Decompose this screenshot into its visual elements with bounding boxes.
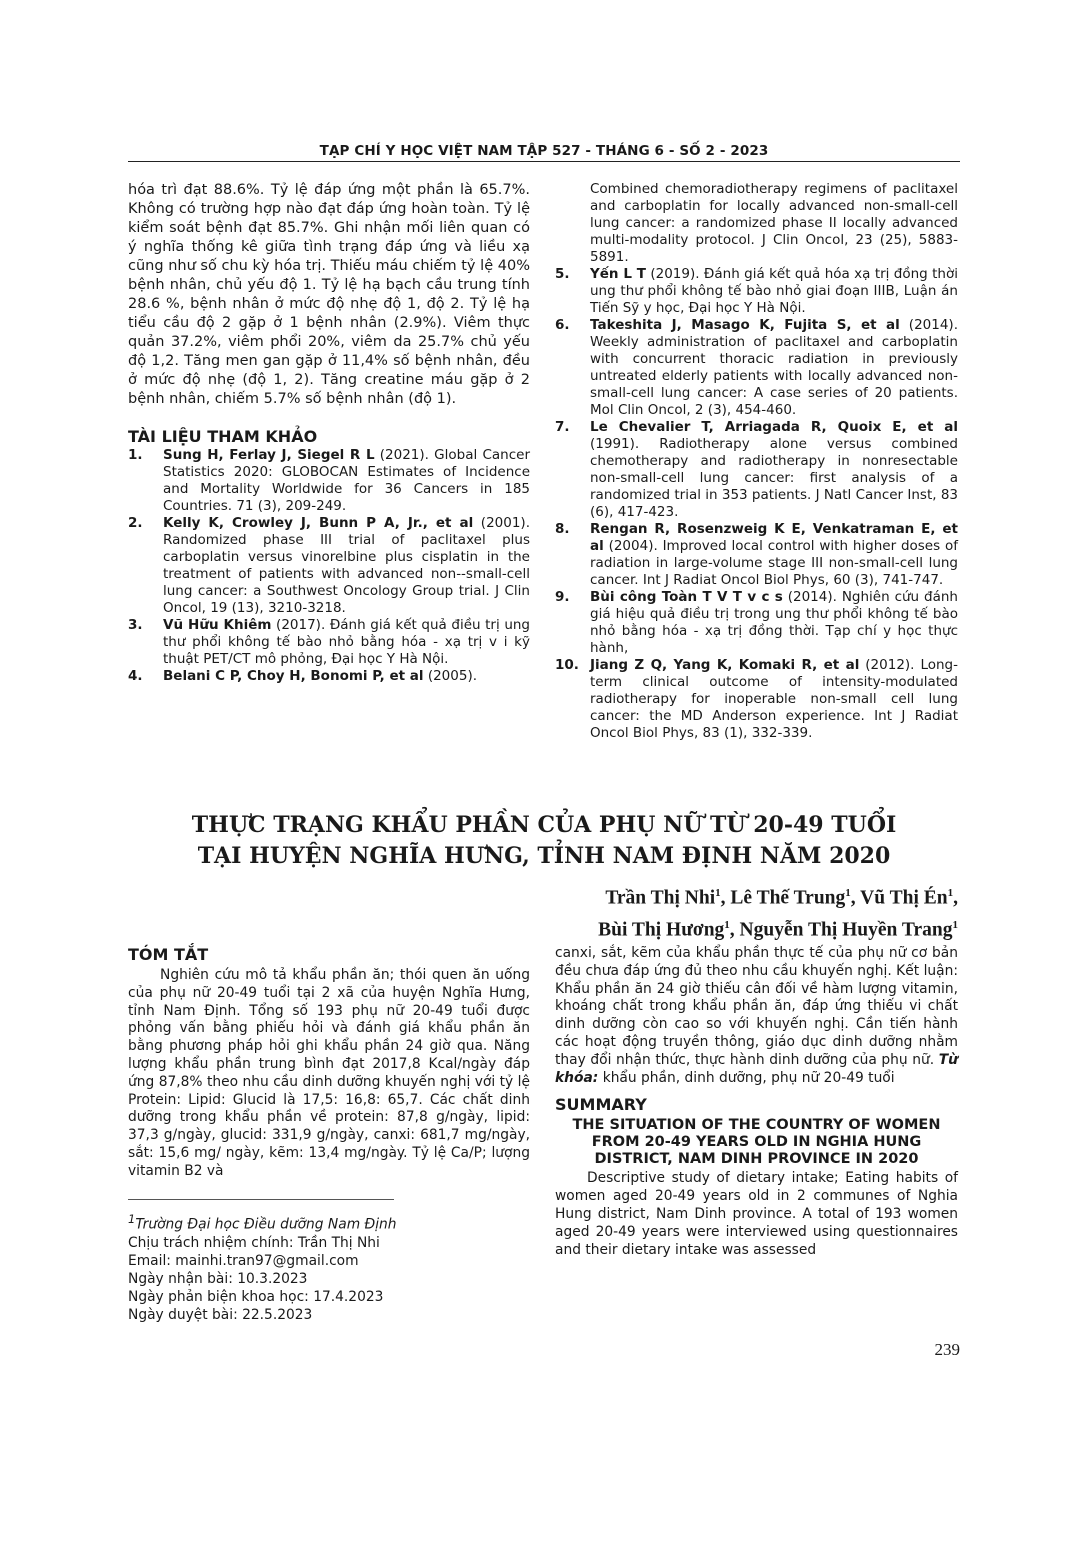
reference-number: 8. <box>555 521 570 537</box>
author-name: Lê Thế Trung <box>730 887 846 909</box>
reference-authors: Le Chevalier T, Arriagada R, Quoix E, et al <box>590 419 958 435</box>
author-affiliation: 1 <box>845 887 851 899</box>
reference-text: (2017). Đánh giá kết quả điều trị ung thư phổi không tế bào nhỏ bằng hóa - xạ trị v i kỹ thuật PET/CT mô phỏng, Đại học Y Hà Nội. <box>163 617 530 667</box>
author-separator: , <box>953 887 958 909</box>
title-line-2: TẠI HUYỆN NGHĨA HƯNG, TỈNH NAM ĐỊNH NĂM 2020 <box>197 843 891 869</box>
author-separator: , <box>720 887 731 909</box>
abstract-heading: TÓM TẮT <box>128 945 209 964</box>
affiliation-text: Trường Đại học Điều dưỡng Nam Định <box>135 1216 397 1233</box>
right-column-top <box>555 181 958 742</box>
abstract-continued-text: canxi, sắt, kẽm của khẩu phần thực tế của phụ nữ cơ bản đều chưa đáp ứng đủ theo nhu cầu khuyến nghị. Kết luận: Khẩu phần ăn 24 giờ thiếu cân đối về hàm lượng vitamin, khoáng chất trong khẩu phần ăn, đáp ứng thiếu vi chất dinh dưỡng còn cao so với khuyến nghị. Cần tiến hành các hoạt động truyền thông, giáo dục dinh dưỡng nhằm thay đổi nhận thức, thực hành dinh dưỡng của phụ nữ. <box>555 945 958 1068</box>
keywords-text: khẩu phần, dinh dưỡng, phụ nữ 20-49 tuổi <box>598 1069 895 1086</box>
author-affiliation: 1 <box>715 887 721 899</box>
author-separator: , <box>850 887 861 909</box>
keywords-label: Từ khóa: <box>555 1051 958 1086</box>
results-paragraph: hóa trì đạt 88.6%. Tỷ lệ đáp ứng một phần là 65.7%. Không có trường hợp nào đạt đáp ứng hoàn toàn. Tỷ lệ kiểm soát bệnh đạt 85.7%. Ghi nhận mối liên quan có ý nghĩa thống kê giữa tình trạng đáp ứng và liều xạ cũng như số chu kỳ hóa trị. Thiếu máu chiếm tỷ lệ 40% bệnh nhân, chủ yếu độ 1. Tỷ lệ hạ bạch cầu trung tính 28.6 %, bệnh nhân ở mức độ nhẹ độ 1, độ 2. Tỷ lệ hạ tiểu cầu độ 2 gặp ở 1 bệnh nhân (2.9%). Viêm thực quản 37.2%, viêm phổi 20%, viêm da 25.7% chủ yếu độ 1,2. Tăng men gan gặp ở 11,4% số bệnh nhân, đều ở mức độ nhẹ (độ 1, 2). Tăng creatine máu gặp ở 2 bệnh nhân, chiếm 5.7% số bệnh nhân (độ 1). <box>128 182 530 407</box>
reference-item <box>555 317 958 419</box>
reference-text: (2012). Long-term clinical outcome of intensity-modulated radiotherapy for inoperable non-small cell lung cancer: the MD Anderson experience. Int J Radiat Oncol Biol Phys, 83 (1), 332-339. <box>590 657 958 741</box>
author-name: Vũ Thị Én <box>860 887 948 909</box>
reference-authors: Belani C P, Choy H, Bonomi P, et al <box>163 668 424 684</box>
reference-number: 10. <box>555 657 579 673</box>
reference-number: 2. <box>128 515 143 531</box>
reference-text: (2004). Improved local control with higher doses of radiation in large-volume stage III non-small-cell lung cancer. Int J Radiat Oncol Biol Phys, 60 (3), 741-747. <box>590 538 958 588</box>
reference-text: (2014). Nghiên cứu đánh giá hiệu quả điều trị trong ung thư phổi không tế bào nhỏ bằng hóa - xạ trị đồng thời. Tạp chí y học thực hành, <box>590 589 958 656</box>
author-affiliation: 1 <box>952 918 958 931</box>
reference-number: 5. <box>555 266 570 282</box>
reference-text: (2014). Weekly administration of paclitaxel and carboplatin with concurrent thoracic radiation in previously untreated elderly patients with locally advanced non-small-cell lung cancer: A case series of 20 patients. Mol Clin Oncol, 2 (3), 454-460. <box>590 317 958 418</box>
author-line-1 <box>520 880 958 912</box>
reference-authors: Bùi công Toàn T V T v c s <box>590 589 783 605</box>
references-list-right <box>555 181 958 742</box>
affiliation-number: 1 <box>128 1212 136 1226</box>
author-name: Bùi Thị Hương <box>598 919 725 940</box>
right-column-bottom <box>555 945 958 1259</box>
accepted-date: Ngày duyệt bài: 22.5.2023 <box>128 1306 313 1323</box>
reference-item <box>555 521 958 589</box>
summary-text: Descriptive study of dietary intake; Eating habits of women aged 20-49 years old in 2 communes of Nghia Hung district, Nam Dinh province. A total of 193 women aged 20-49 years were interviewed using questionnaires and their dietary intake was assessed <box>555 1170 958 1258</box>
author-name: Nguyễn Thị Huyền Trang <box>739 919 953 940</box>
reference-number: 7. <box>555 419 570 435</box>
author-separator: , <box>729 919 740 940</box>
left-column-top <box>128 181 530 685</box>
author-affiliation: 1 <box>724 918 730 931</box>
reference-authors: Rengan R, Rosenzweig K E, Venkatraman E, et al <box>590 521 958 554</box>
journal-header: TẠP CHÍ Y HỌC VIỆT NAM TẬP 527 - THÁNG 6 - SỐ 2 - 2023 <box>319 143 769 159</box>
reference-item <box>555 589 958 657</box>
reference-item <box>555 657 958 742</box>
reference-authors: Sung H, Ferlay J, Siegel R L <box>163 447 375 463</box>
abstract-vi <box>128 945 530 1181</box>
reference-item <box>555 419 958 521</box>
reference-authors: Takeshita J, Masago K, Fujita S, et al <box>590 317 900 333</box>
reference-item <box>128 668 530 685</box>
affiliation <box>128 1210 508 1234</box>
abstract-continued <box>555 945 958 1087</box>
reference-authors: Yến L T <box>590 266 646 282</box>
reference-item <box>128 617 530 668</box>
reference-number: 4. <box>128 668 143 684</box>
reference-number: 6. <box>555 317 570 333</box>
reference-number: 3. <box>128 617 143 633</box>
reference-number: 9. <box>555 589 570 605</box>
corresponding-author: Chịu trách nhiệm chính: Trần Thị Nhi <box>128 1234 380 1251</box>
author-list <box>520 880 958 943</box>
reference-item <box>128 447 530 515</box>
abstract-text: Nghiên cứu mô tả khẩu phần ăn; thói quen ăn uống của phụ nữ 20-49 tuổi tại 2 xã của huyện Nghĩa Hưng, tỉnh Nam Định. Tổng số 193 phụ nữ 20-49 tuổi được phỏng vấn bằng phiếu hỏi và đánh giá khẩu phần ăn bằng phương pháp hỏi ghi khẩu phần 24 giờ qua. Năng lượng khẩu phần trung bình đạt 2017,8 Kcal/ngày đáp ứng 87,8% theo nhu cầu dinh dưỡng khuyến nghị với tỷ lệ Protein: Lipid: Glucid là 17,5: 16,8: 65,7. Các chất dinh dưỡng trong khẩu phần về protein: 87,8 g/ngày, lipid: 37,3 g/ngày, glucid: 331,9 g/ngày, canxi: 681,7 mg/ngày, sắt: 15,6 mg/ ngày, kẽm: 13,4 mg/ngày. Tỷ lệ Ca/P; lượng vitamin B2 và <box>128 967 530 1179</box>
reference-authors: Vũ Hữu Khiêm <box>163 617 272 633</box>
reference-item <box>555 266 958 317</box>
header-rule <box>128 161 960 162</box>
footnote-rule <box>128 1199 394 1200</box>
title-line-1: THỰC TRẠNG KHẨU PHẦN CỦA PHỤ NỮ TỪ 20-49 TUỔI <box>191 812 897 838</box>
article-title <box>128 810 960 872</box>
reference-text: (2005). <box>423 668 478 684</box>
author-name: Trần Thị Nhi <box>605 887 716 909</box>
reference-number: 1. <box>128 447 143 463</box>
review-date: Ngày phản biện khoa học: 17.4.2023 <box>128 1288 384 1305</box>
author-line-2 <box>520 912 958 944</box>
reference-text: (1991). Radiotherapy alone versus combined chemotherapy and radiotherapy in nonresectable non-small-cell lung cancer: first analysis of a randomized trial in 353 patients. J Natl Cancer Inst, 83 (6), 417-423. <box>590 436 959 520</box>
reference-item <box>555 181 958 266</box>
received-date: Ngày nhận bài: 10.3.2023 <box>128 1270 308 1287</box>
summary-heading: SUMMARY <box>555 1095 647 1115</box>
references-list-left <box>128 447 530 685</box>
footnote <box>128 1210 508 1324</box>
reference-text: (2001). Randomized phase III trial of paclitaxel plus carboplatin versus vinorelbine plus cisplatin in the treatment of patients with advanced non--small-cell lung cancer: a Southwest Oncology Group trial. J Clin Oncol, 19 (13), 3210-3218. <box>163 515 530 616</box>
reference-text: Combined chemoradiotherapy regimens of paclitaxel and carboplatin for locally advanced non-small-cell lung cancer: a randomized phase II locally advanced multi-modality protocol. J Clin Oncol, 23 (25), 5883-5891. <box>590 181 958 265</box>
page-number: 239 <box>934 1340 960 1359</box>
email: Email: mainhi.tran97@gmail.com <box>128 1252 359 1269</box>
reference-item <box>128 515 530 617</box>
summary-title: THE SITUATION OF THE COUNTRY OF WOMEN FROM 20-49 YEARS OLD IN NGHIA HUNG DISTRICT, NAM DINH PROVINCE IN 2020 <box>572 1117 941 1168</box>
reference-text: (2021). Global Cancer Statistics 2020: GLOBOCAN Estimates of Incidence and Mortality Worldwide for 36 Cancers in 185 Countries. 71 (3), 209-249. <box>163 447 530 514</box>
author-affiliation: 1 <box>947 887 954 899</box>
references-heading: TÀI LIỆU THAM KHẢO <box>128 427 318 446</box>
reference-authors: Jiang Z Q, Yang K, Komaki R, et al <box>590 657 860 673</box>
reference-text: (2019). Đánh giá kết quả hóa xạ trị đồng thời ung thư phổi không tế bào nhỏ giai đoạn IIIB, Luận án Tiến Sỹ y học, Đại học Y Hà Nội. <box>590 266 958 316</box>
reference-authors: Kelly K, Crowley J, Bunn P A, Jr., et al <box>163 515 474 531</box>
